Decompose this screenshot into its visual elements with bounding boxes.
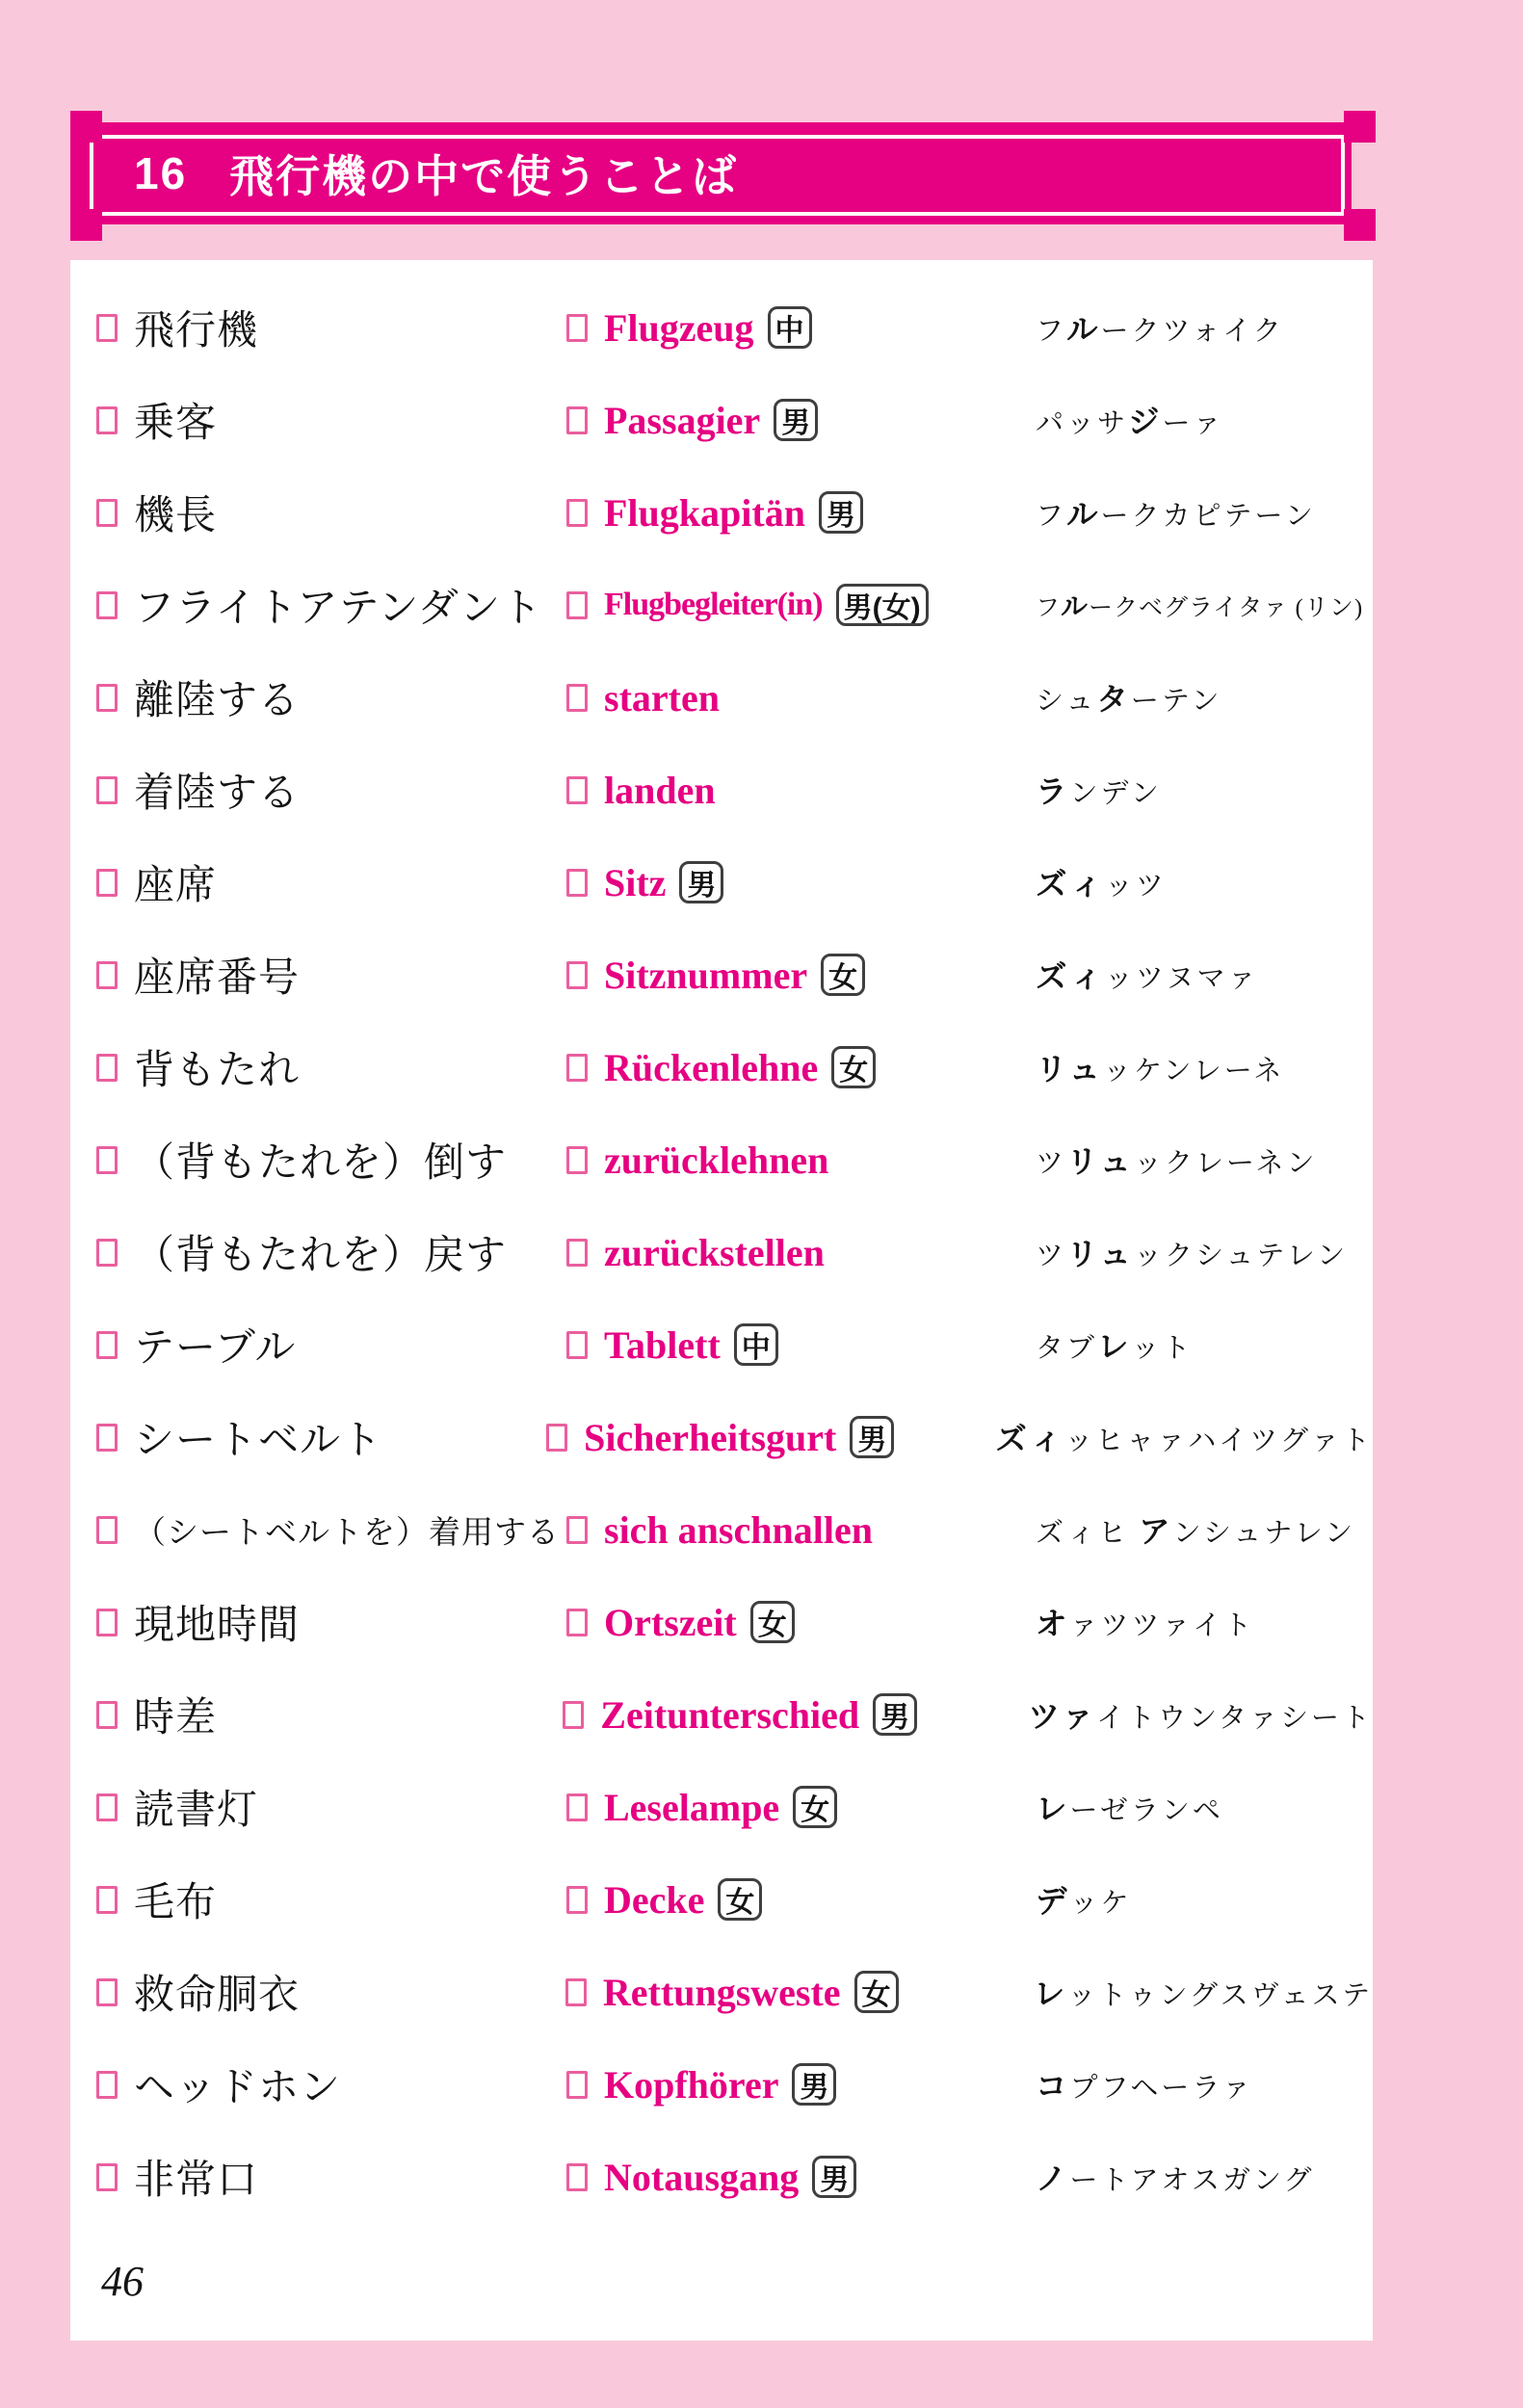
japanese-checkbox[interactable] bbox=[96, 1239, 118, 1267]
pronunciation bbox=[1036, 1877, 1132, 1922]
japanese-checkbox[interactable] bbox=[96, 869, 118, 897]
japanese-checkbox[interactable] bbox=[96, 776, 118, 804]
pronunciation-accent: ラ bbox=[1036, 775, 1070, 810]
japanese-checkbox[interactable] bbox=[96, 1701, 118, 1729]
banner-corner-square bbox=[1344, 209, 1376, 241]
german-word: Sitznummer bbox=[604, 953, 808, 997]
japanese-word: テーブル bbox=[134, 1326, 297, 1371]
pronunciation-accent: ノ bbox=[1036, 2162, 1070, 2197]
vocab-row bbox=[70, 374, 1373, 466]
vocab-row bbox=[70, 1113, 1373, 1206]
banner-corner-square bbox=[70, 111, 102, 143]
banner-corner-square bbox=[70, 209, 102, 241]
japanese-checkbox[interactable] bbox=[96, 1793, 118, 1821]
pronunciation-pre: ズィヒ bbox=[1036, 1518, 1140, 1549]
japanese-word: 飛行機 bbox=[134, 309, 259, 353]
german-word: Flugkapitän bbox=[604, 490, 805, 535]
japanese-word: シートベルト bbox=[134, 1419, 383, 1463]
pronunciation-accent: オ bbox=[1036, 1608, 1070, 1642]
pronunciation bbox=[1036, 953, 1259, 997]
pronunciation-accent: リュ bbox=[1066, 1238, 1134, 1272]
german-checkbox[interactable] bbox=[566, 1239, 588, 1267]
german-checkbox[interactable] bbox=[566, 1609, 588, 1636]
pronunciation bbox=[1036, 1600, 1254, 1644]
pronunciation-post: ンデン bbox=[1069, 778, 1162, 809]
german-checkbox[interactable] bbox=[565, 1978, 587, 2006]
vocab-row bbox=[70, 744, 1373, 836]
pronunciation-accent: レ bbox=[1036, 1793, 1070, 1827]
pronunciation bbox=[1036, 490, 1316, 535]
german-checkbox[interactable] bbox=[566, 499, 588, 527]
pronunciation bbox=[1036, 1138, 1318, 1182]
german-word: Zeitunterschied bbox=[600, 1692, 860, 1737]
japanese-checkbox[interactable] bbox=[96, 591, 118, 619]
german-checkbox[interactable] bbox=[566, 684, 588, 712]
pronunciation-pre: シュ bbox=[1036, 686, 1097, 717]
pronunciation-post: ークツォイク bbox=[1100, 316, 1284, 347]
pronunciation-pre: ツ bbox=[1036, 1148, 1067, 1179]
german-checkbox[interactable] bbox=[566, 1054, 588, 1082]
japanese-checkbox[interactable] bbox=[96, 2071, 118, 2099]
vocab-row bbox=[70, 1021, 1373, 1113]
pronunciation-accent: ル bbox=[1066, 313, 1101, 348]
banner-corner-square bbox=[1344, 111, 1376, 143]
pronunciation bbox=[1036, 1230, 1348, 1274]
german-checkbox[interactable] bbox=[563, 1701, 584, 1729]
pronunciation bbox=[1036, 768, 1162, 812]
pronunciation-accent: レ bbox=[1097, 1330, 1132, 1365]
japanese-word: フライトアテンダント bbox=[134, 587, 543, 631]
german-checkbox[interactable] bbox=[566, 961, 588, 989]
japanese-word: 読書灯 bbox=[134, 1789, 259, 1833]
pronunciation bbox=[1036, 1785, 1223, 1829]
german-checkbox[interactable] bbox=[566, 591, 588, 619]
pronunciation bbox=[1036, 398, 1224, 442]
german-word: Sitz bbox=[604, 860, 667, 904]
vocab-row bbox=[70, 1853, 1373, 1946]
pronunciation-post: ークカピテーン bbox=[1100, 501, 1316, 532]
pronunciation-post: プフヘーラァ bbox=[1069, 2073, 1254, 2104]
pronunciation bbox=[1036, 2062, 1253, 2107]
japanese-word: （シートベルトを）着用する bbox=[134, 1515, 560, 1551]
japanese-word: 乗客 bbox=[134, 402, 218, 446]
german-word: Tablett bbox=[604, 1322, 721, 1367]
pronunciation bbox=[1034, 1970, 1373, 2014]
gender-marker: 女 bbox=[750, 1601, 795, 1643]
german-checkbox[interactable] bbox=[566, 2071, 588, 2099]
vocab-row bbox=[70, 1391, 1373, 1483]
page-title bbox=[134, 122, 738, 224]
japanese-word: 着陸する bbox=[134, 772, 301, 816]
pronunciation-pre: ツ bbox=[1036, 1241, 1067, 1271]
german-word: Passagier bbox=[604, 398, 761, 442]
gender-marker: 男 bbox=[819, 491, 863, 534]
japanese-checkbox[interactable] bbox=[96, 1331, 118, 1359]
pronunciation bbox=[1036, 586, 1363, 624]
pronunciation-post: ーテン bbox=[1130, 686, 1222, 717]
german-word: sich anschnallen bbox=[604, 1507, 873, 1552]
vocab-row bbox=[70, 1761, 1373, 1853]
pronunciation-post: ークベグライタァ (リン) bbox=[1089, 595, 1364, 621]
pronunciation-post: ッツ bbox=[1104, 871, 1167, 902]
japanese-word: 座席 bbox=[134, 864, 218, 908]
japanese-word: ヘッドホン bbox=[134, 2066, 342, 2110]
japanese-checkbox[interactable] bbox=[96, 1609, 118, 1636]
japanese-checkbox[interactable] bbox=[96, 1424, 118, 1452]
gender-marker: 男(女) bbox=[836, 584, 929, 626]
german-checkbox[interactable] bbox=[566, 2163, 588, 2191]
japanese-word: 座席番号 bbox=[134, 956, 301, 1001]
pronunciation-post: ァツツァイト bbox=[1069, 1610, 1255, 1641]
gender-marker: 中 bbox=[768, 306, 812, 349]
gender-marker: 女 bbox=[718, 1878, 762, 1921]
german-word: Flugbegleiter(in) bbox=[604, 587, 823, 622]
pronunciation-post: ッケ bbox=[1069, 1888, 1132, 1919]
pronunciation-post: ーァ bbox=[1162, 408, 1224, 439]
japanese-word: （背もたれを）倒す bbox=[134, 1141, 508, 1186]
german-checkbox[interactable] bbox=[566, 1331, 588, 1359]
pronunciation-post: イトウンタァシート bbox=[1096, 1703, 1373, 1734]
pronunciation-accent: タ bbox=[1096, 683, 1131, 718]
pronunciation-post: ッケンレーネ bbox=[1102, 1056, 1285, 1086]
japanese-word: 非常口 bbox=[134, 2159, 259, 2203]
pronunciation-post: ッヒャァハイツグァト bbox=[1064, 1426, 1373, 1456]
japanese-word: 現地時間 bbox=[134, 1604, 301, 1648]
pronunciation bbox=[1036, 305, 1284, 350]
pronunciation bbox=[1029, 1692, 1373, 1737]
pronunciation-post: ーゼランペ bbox=[1069, 1795, 1223, 1826]
vocab-row bbox=[70, 1946, 1373, 2038]
german-word: Sicherheitsgurt bbox=[584, 1415, 837, 1459]
german-checkbox[interactable] bbox=[566, 776, 588, 804]
pronunciation-accent: デ bbox=[1036, 1885, 1070, 1920]
lesson-number: 16 bbox=[134, 148, 188, 198]
pronunciation-accent: ズィ bbox=[1036, 960, 1105, 995]
german-word: Kopfhörer bbox=[604, 2062, 779, 2107]
vocab-row bbox=[70, 281, 1373, 374]
german-word: Rettungsweste bbox=[602, 1970, 841, 2014]
vocab-row bbox=[70, 1576, 1373, 1668]
german-checkbox[interactable] bbox=[566, 869, 588, 897]
gender-marker: 女 bbox=[854, 1971, 899, 2013]
pronunciation-accent: ジ bbox=[1128, 406, 1163, 440]
vocab-row bbox=[70, 1206, 1373, 1298]
japanese-word: 救命胴衣 bbox=[134, 1974, 301, 2018]
pronunciation-accent: ア bbox=[1139, 1515, 1173, 1550]
japanese-checkbox[interactable] bbox=[96, 1886, 118, 1914]
vocab-row bbox=[70, 1668, 1373, 1761]
pronunciation-post: ンシュナレン bbox=[1172, 1518, 1355, 1549]
japanese-checkbox[interactable] bbox=[96, 2163, 118, 2191]
pronunciation-pre: フ bbox=[1036, 595, 1062, 621]
pronunciation-accent: ズィ bbox=[995, 1423, 1065, 1457]
pronunciation bbox=[1036, 1507, 1355, 1552]
lesson-title: 飛行機の中で使うことば bbox=[229, 151, 739, 201]
pronunciation-post: ット bbox=[1131, 1333, 1194, 1364]
vocab-row bbox=[70, 836, 1373, 929]
german-word: zurücklehnen bbox=[604, 1138, 829, 1182]
pronunciation-pre: パッサ bbox=[1036, 408, 1129, 439]
vocab-row bbox=[70, 559, 1373, 651]
pronunciation bbox=[1036, 2155, 1314, 2199]
japanese-checkbox[interactable] bbox=[96, 1978, 118, 2006]
pronunciation-post: ックレーネン bbox=[1133, 1148, 1318, 1179]
german-word: Ortszeit bbox=[604, 1600, 737, 1644]
vocab-card bbox=[70, 260, 1373, 2341]
german-word: Rückenlehne bbox=[604, 1045, 819, 1089]
pronunciation-post: ットゥングスヴェステ bbox=[1067, 1980, 1373, 2011]
vocab-list bbox=[70, 260, 1373, 2223]
pronunciation-post: ッツヌマァ bbox=[1104, 963, 1259, 994]
german-word: Notausgang bbox=[604, 2155, 800, 2199]
gender-marker: 男 bbox=[679, 861, 723, 903]
german-word: zurückstellen bbox=[604, 1230, 825, 1274]
lesson-title-banner bbox=[70, 122, 1352, 224]
japanese-word: 毛布 bbox=[134, 1881, 218, 1925]
german-word: starten bbox=[604, 675, 720, 720]
pronunciation bbox=[995, 1415, 1373, 1459]
japanese-word: 時差 bbox=[134, 1696, 218, 1741]
pronunciation-accent: ル bbox=[1061, 592, 1090, 622]
vocab-row bbox=[70, 2038, 1373, 2131]
gender-marker: 男 bbox=[774, 399, 818, 441]
gender-marker: 男 bbox=[850, 1416, 894, 1458]
pronunciation-pre: フ bbox=[1036, 501, 1067, 532]
german-checkbox[interactable] bbox=[566, 1793, 588, 1821]
pronunciation-accent: リュ bbox=[1066, 1145, 1134, 1180]
pronunciation-accent: ズィ bbox=[1036, 868, 1105, 903]
pronunciation-accent: ツァ bbox=[1028, 1700, 1097, 1735]
japanese-checkbox[interactable] bbox=[96, 961, 118, 989]
japanese-checkbox[interactable] bbox=[96, 684, 118, 712]
pronunciation bbox=[1036, 675, 1221, 720]
german-checkbox[interactable] bbox=[566, 1146, 588, 1174]
gender-marker: 男 bbox=[873, 1693, 917, 1736]
gender-marker: 男 bbox=[792, 2063, 836, 2106]
pronunciation bbox=[1036, 860, 1167, 904]
gender-marker: 中 bbox=[734, 1323, 778, 1366]
german-word: landen bbox=[604, 768, 716, 812]
pronunciation-accent: レ bbox=[1033, 1977, 1068, 2012]
german-checkbox[interactable] bbox=[546, 1424, 567, 1452]
gender-marker: 男 bbox=[812, 2156, 856, 2198]
pronunciation-accent: リュ bbox=[1036, 1053, 1103, 1087]
pronunciation bbox=[1036, 1322, 1194, 1367]
german-checkbox[interactable] bbox=[566, 406, 588, 434]
german-checkbox[interactable] bbox=[566, 314, 588, 342]
vocab-row bbox=[70, 929, 1373, 1021]
japanese-word: （背もたれを）戻す bbox=[134, 1234, 508, 1278]
vocab-row bbox=[70, 1298, 1373, 1391]
pronunciation-pre: タブ bbox=[1036, 1333, 1098, 1364]
japanese-word: 背もたれ bbox=[134, 1049, 301, 1093]
german-checkbox[interactable] bbox=[566, 1886, 588, 1914]
german-word: Decke bbox=[604, 1877, 705, 1922]
japanese-word: 離陸する bbox=[134, 679, 301, 723]
vocab-row bbox=[70, 2131, 1373, 2223]
pronunciation-accent: ル bbox=[1066, 498, 1101, 533]
page-number: 46 bbox=[101, 2258, 144, 2305]
pronunciation bbox=[1036, 1045, 1284, 1089]
japanese-checkbox[interactable] bbox=[96, 1146, 118, 1174]
japanese-checkbox[interactable] bbox=[96, 1516, 118, 1544]
pronunciation-accent: コ bbox=[1036, 2070, 1070, 2105]
vocab-row bbox=[70, 466, 1373, 559]
german-checkbox[interactable] bbox=[566, 1516, 588, 1544]
japanese-checkbox[interactable] bbox=[96, 1054, 118, 1082]
vocab-row bbox=[70, 1483, 1373, 1576]
german-word: Flugzeug bbox=[604, 305, 754, 350]
japanese-checkbox[interactable] bbox=[96, 499, 118, 527]
pronunciation-post: ートアオスガング bbox=[1069, 2165, 1315, 2196]
japanese-checkbox[interactable] bbox=[96, 406, 118, 434]
pronunciation-pre: フ bbox=[1036, 316, 1067, 347]
pronunciation-post: ックシュテレン bbox=[1133, 1241, 1349, 1271]
gender-marker: 女 bbox=[831, 1046, 876, 1088]
gender-marker: 女 bbox=[793, 1786, 837, 1828]
japanese-word: 機長 bbox=[134, 494, 218, 538]
gender-marker: 女 bbox=[821, 954, 865, 996]
japanese-checkbox[interactable] bbox=[96, 314, 118, 342]
vocab-row bbox=[70, 651, 1373, 744]
german-word: Leselampe bbox=[604, 1785, 780, 1829]
